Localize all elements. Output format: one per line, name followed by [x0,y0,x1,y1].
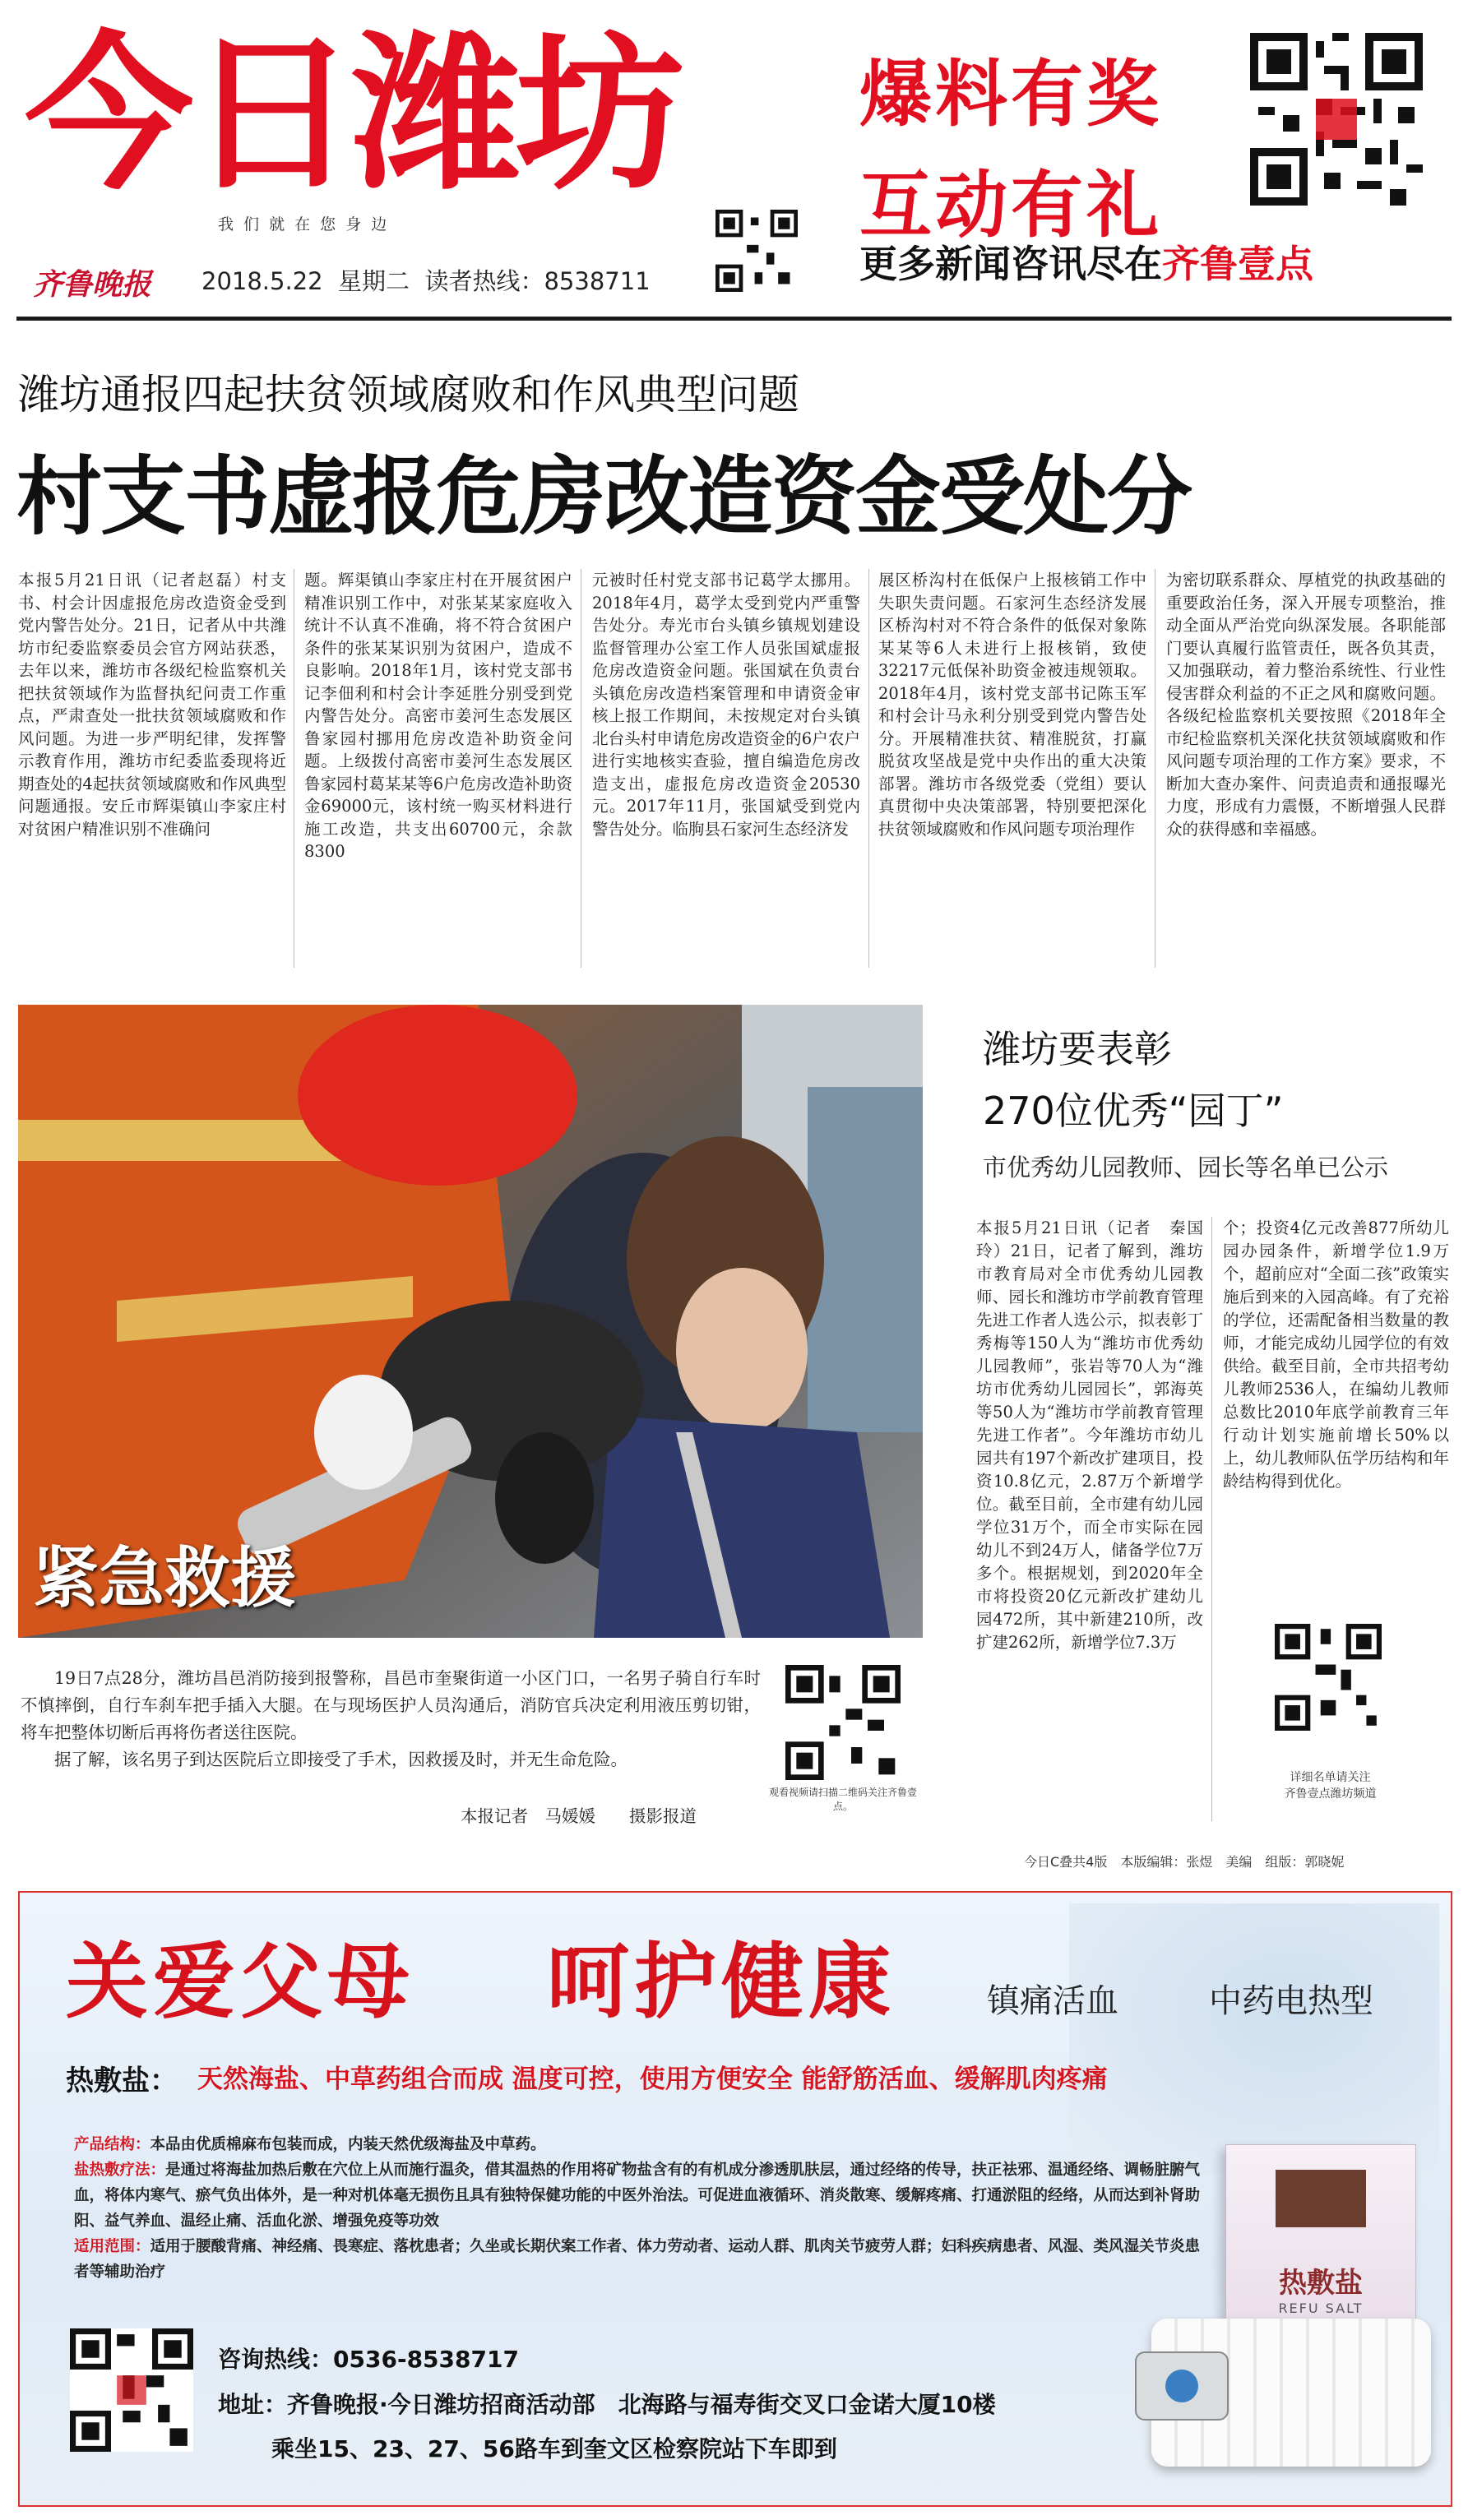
video-qr-caption: 观看视频请扫描二维码关注齐鲁壹点。 [769,1787,918,1812]
lead-column-4: 展区桥沟村在低保户上报核销工作中失职失责问题。石家河生态经济发展区桥沟村对不符合条件的低保对象陈某某等6人未进行上报核销，致使32217元低保补助资金被违规领取。2018年4月，该村党支部书记陈玉军和村会计马永利分别受到党内警告处分。开展精准扶贫、精准脱贫，打赢脱贫攻坚战是党中央作出的重大决策部署。潍坊市各级党委（党组）要认真贯彻中央决策部署，特别要把深化扶贫领域腐败和作风问题专项治理作 [878,571,1146,839]
lead-column-5: 为密切联系群众、厚植党的执政基础的重要政治任务，深入开展专项整治，推动全面从严治党向纵深发展。各职能部门要认真履行监管责任，既各负其责，又加强联动，着力整治系统性、行业性侵害群众利益的不正之风和腐败问题。各级纪检监察机关要按照《2018年全市纪检监察机关深化扶贫领域腐败和作风问题专项治理的工作方案》要求，不断加大查办案件、问责追责和通报曝光力度，形成有力震慑，不断增强人民群众的获得感和幸福感。 [1166,571,1446,839]
side-column-1: 本报5月21日讯（记者 秦国玲）21日，记者了解到，潍坊市教育局对全市优秀幼儿园教师、园长和潍坊市学前教育管理先进工作者人选公示，拟表彰丁秀梅等150人为“潍坊市优秀幼儿园教师”，张岩等70人为“潍坊市优秀幼儿园园长”，郭海英等50人为“潍坊市学前教育管理先进工作者”。今年潍坊市幼儿园共有197个新改扩建项目，投资10.8亿元，2.87万个新增学位。截至目前，全市建有幼儿园学位31万个，而全市实际在园幼儿不到24万人，储备学位7万多个。根据规划，到2020年全市将投资20亿元新改扩建幼儿园472所，其中新建210所，改扩建262所，新增学位7.3万 [976,1218,1203,1652]
edition-info: 今日C叠共4版 本版编辑：张煜 美编 组版：郭晓妮 [1024,1854,1345,1870]
masthead-divider [16,317,1452,321]
ad-slogan-label: 热敷盐： [66,2065,178,2097]
side-subhead: 市优秀幼儿园教师、园长等名单已公示 [983,1154,1389,1181]
promo-line-2: 互动有礼 [859,163,1163,247]
product-box-title: 热敷盐 [1279,2267,1363,2300]
promo-brand: 齐鲁壹点 [1162,242,1313,286]
ad-slogan: 天然海盐、中草药组合而成 温度可控，使用方便安全 能舒筋活血、缓解肌肉疼痛 [197,2065,1108,2094]
lead-headline: 村支书虚报危房改造资金受处分 [16,446,1192,547]
ad-tag-2: 中药电热型 [1209,1982,1373,2020]
paper-name: 齐鲁晚报 [33,267,152,302]
side-column-2: 个；投资4亿元改善877所幼儿园办园条件，新增学位1.9万个，超前应对“全面二孩”政策实施后到来的入园高峰。有了充裕的学位，还需配备相当数量的教师，才能完成幼儿园学位的有效供给。截至目前，全市共招考幼儿教师2536人，在编幼儿教师总数比2010年底学前教育三年行动计划实施前增长50%以上，幼儿教师队伍学历结构和年龄结构得到优化。 [1223,1218,1449,1491]
lead-column-3: 元被时任村党支部书记葛学太挪用。2018年4月，葛学太受到党内严重警告处分。寿光市台头镇乡镇规划建设监督管理办公室工作人员张国斌虚报危房改造资金问题。张国斌在负责台头镇危房改造档案管理和申请资金审核上报工作期间，未按规定对台头镇北台头村申请危房改造资金的6户农户进行实地核实查验，擅自编造危房改造支出，虚报危房改造资金20530元。2017年11月，张国斌受到党内警告处分。临朐县石家河生态经济发 [592,571,860,839]
lead-column-1: 本报5月21日讯（记者赵磊）村支书、村会计因虚报危房改造资金受到党内警告处分。21日，记者从中共潍坊市纪委监察委员会官方网站获悉，去年以来，潍坊市各级纪检监察机关把扶贫领域作为监督执纪问责工作重点，严肃查处一批扶贫领域腐败和作风问题。为进一步严明纪律，发挥警示教育作用，潍坊市纪委监委现将近期查处的4起扶贫领域腐败和作风典型问题通报。安丘市辉渠镇山李家庄村对贫困户精准识别不准确问 [18,571,286,839]
column-rule [1211,1217,1212,1821]
ad-bus: 乘坐15、23、27、56路车到奎文区检察院站下车即到 [271,2435,837,2462]
list-qr-caption: 详细名单请关注 齐鲁壹点潍坊频道 [1284,1771,1377,1801]
photo-caption [21,1665,761,1773]
ad-title-left: 关爱父母 [66,1933,414,2030]
promo-line-3: 更多新闻咨讯尽在齐鲁壹点 [859,242,1313,286]
photo-caption-p1: 19日7点28分，潍坊昌邑消防接到报警称，昌邑市奎聚街道一小区门口，一名男子骑自行车时不慎摔倒，自行车刹车把手插入大腿。在与现场医护人员沟通后，消防官兵决定利用液压剪切钳，将车把整体切断后再将伤者送往医院。 [21,1668,761,1742]
ad-hotline: 咨询热线：0536-8538717 [218,2346,519,2373]
slogan: 我 们 就 在 您 身 边 [218,215,390,234]
masthead-title: 今日潍坊 [25,17,679,213]
ad-tag-1: 镇痛活血 [987,1982,1118,2020]
lead-column-2: 题。辉渠镇山李家庄村在开展贫困户精准识别工作中，对张某某家庭收入统计不认真不准确，将不符合贫困户条件的张某某识别为贫困户，造成不良影响。2018年1月，该村党支部书记李佃利和村会计李延胜分别受到党内警告处分。高密市姜河生态发展区鲁家园村挪用危房改造补助资金问题。上级拨付高密市姜河生态发展区鲁家园村葛某某等6户危房改造补助资金69000元，该村统一购买材料进行施工改造，共支出60700元，余款8300 [304,571,572,861]
photo-credit: 本报记者 马媛媛 摄影报道 [461,1806,697,1826]
ad-title-right: 呵护健康 [547,1933,896,2030]
ad-qr-icon[interactable] [70,2328,193,2452]
list-qr-icon[interactable] [1275,1624,1382,1731]
promo-line-1: 爆料有奖 [859,52,1163,136]
ad-body: 产品结构：本品由优质棉麻布包装而成，内装天然优级海盐及中草药。 盐热敷疗法：是通过将海盐加热后敷在穴位上从而施行温灸，借其温热的作用将矿物盐含有的有机成分渗透肌肤层，通过经络的传导，扶正祛邪、温通经络、调畅脏腑气血，将体内寒气、瘀气负出体外，是一种对机体毫无损伤且具有独特保健功能的中医外治法。可促进血液循环、消炎散寒、缓解疼痛、打通淤阻的经络，从而达到补肾助阳、益气养血、温经止痛、活血化淤、增强免疫等功效 适用范围：适用于腰酸背痛、神经痛、畏寒症、落枕患者；久坐或长期伏案工作者、体力劳动者、运动人群、肌肉关节疲劳人群；妇科疾病患者、风湿、类风湿关节炎患者等辅助治疗 [74,2136,1201,2281]
ad-address: 地址：齐鲁晚报·今日潍坊招商活动部 北海路与福寿街交叉口金诺大厦10楼 [218,2391,996,2418]
product-box-sub: REFU SALT [1278,2300,1364,2316]
masthead-date-line: 2018.5.22 星期二 读者热线：8538711 [201,267,651,295]
photo-overlay-title: 紧急救援 [33,1540,296,1616]
controller-icon [1135,2351,1229,2421]
video-qr-icon[interactable] [785,1665,901,1780]
lead-kicker: 潍坊通报四起扶贫领域腐败和作风典型问题 [18,371,799,418]
photo-caption-p2: 据了解，该名男子到达医院后立即接受了手术，因救援及时，并无生命危险。 [54,1750,627,1769]
side-headline-2: 270位优秀“园丁” [983,1089,1284,1133]
column-rule [868,569,869,968]
product-logo-icon [1276,2170,1366,2227]
qr-code-icon[interactable] [1250,33,1423,206]
masthead-qr-icon[interactable] [715,210,798,292]
side-headline-1: 潍坊要表彰 [983,1027,1172,1071]
